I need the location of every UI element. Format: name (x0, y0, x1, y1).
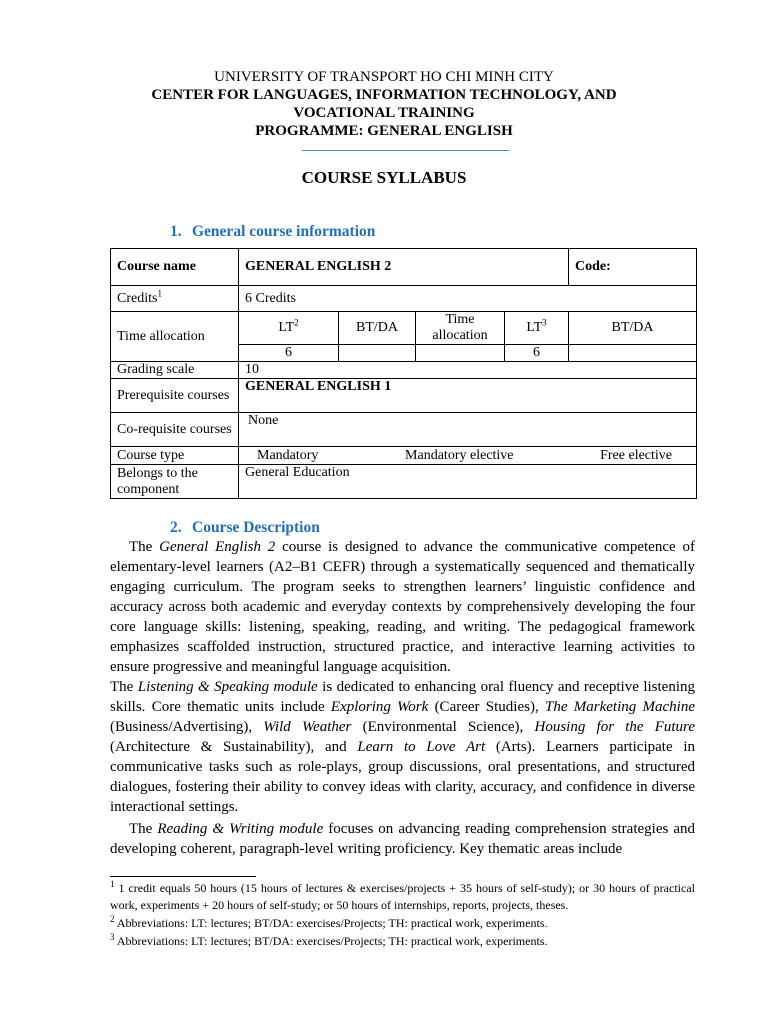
footnote-text: Abbreviations: LT: lectures; BT/DA: exercises/Projects; TH: practical work, experiments. (114, 934, 548, 948)
lt-header-2 (505, 312, 569, 345)
center-name-line2: VOCATIONAL TRAINING (293, 105, 475, 121)
lt-label-2: LT (526, 320, 543, 335)
lt-value-2: 6 (505, 345, 569, 362)
course-description (110, 537, 695, 859)
btda-value (339, 345, 416, 362)
btda-header: BT/DA (339, 312, 416, 345)
footnote-mark: 3 (110, 932, 115, 942)
footnote-1 (110, 880, 695, 914)
section-1-title: General course information (192, 223, 376, 240)
prerequisite-value: GENERAL ENGLISH 1 (239, 379, 697, 413)
course-info-table (110, 248, 697, 499)
document-header (0, 68, 768, 140)
text-run: The (110, 679, 138, 695)
module-name-italic: Reading & Writing module (157, 821, 324, 837)
footnote-text: Abbreviations: LT: lectures; BT/DA: exercises/Projects; TH: practical work, experiments. (114, 916, 548, 930)
unit-name-italic: Exploring Work (330, 699, 429, 715)
component-value: General Education (239, 465, 697, 499)
component-label: Belongs to the component (111, 465, 239, 499)
text-run: The (129, 821, 158, 837)
section-2-number: 2. (170, 519, 182, 536)
module-name-italic: Listening & Speaking module (137, 679, 318, 695)
table-row (111, 465, 697, 499)
btda-value-2 (569, 345, 697, 362)
footnote-mark: 2 (110, 914, 115, 924)
text-run: is dedicated to enhancing oral fluency and receptive listening skills. Core thematic units include (110, 679, 695, 715)
course-title-italic: General English 2 (159, 539, 276, 555)
description-paragraph-3 (110, 819, 695, 859)
footnote-ref-3: 3 (542, 317, 547, 328)
lt-label: LT (278, 320, 295, 335)
description-paragraph-1 (110, 537, 695, 677)
btda-header-2: BT/DA (569, 312, 697, 345)
course-type-mandatory-elective: Mandatory elective (405, 447, 514, 463)
section-1-number: 1. (170, 223, 182, 240)
text-run: (Career Studies), (428, 699, 545, 715)
text-run: course is designed to advance the communicative competence of elementary-level learners (A2–B1 CEFR) through a systematically sequenced and thematically engaging curriculum. The program seeks to strengthen learners’ linguistic confidence and accuracy across both academic and everyday contexts by comprehensively developing the four core language skills: listening, speaking, reading, and writing. The pedagogical framework emphasizes scaffolded instruction, structured practice, and interactive learning activities to ensure progressive and meaningful language acquisition. (110, 539, 695, 675)
time-allocation-value (416, 345, 505, 362)
grading-scale-value: 10 (239, 362, 697, 379)
lt-value: 6 (239, 345, 339, 362)
credits-label: Credits (117, 290, 158, 306)
corequisite-label: Co-requisite courses (111, 413, 239, 447)
course-type-mandatory: Mandatory (257, 447, 319, 463)
table-row (111, 249, 697, 286)
table-row (111, 413, 697, 447)
programme-name: PROGRAMME: GENERAL ENGLISH (255, 123, 513, 139)
header-divider (302, 150, 509, 151)
text-run: (Arts). Learners participate in communicative tasks such as role-plays, group discussions, oral presentations, and structured dialogues, fostering their ability to convey ideas with clarity, accuracy, and confidence in diverse interactional settings. (110, 739, 695, 815)
footnote-ref-1: 1 (157, 287, 162, 298)
unit-name-italic: Housing for the Future (534, 719, 695, 735)
center-name-line1: CENTER FOR LANGUAGES, INFORMATION TECHNOLOGY, AND (151, 87, 617, 103)
unit-name-italic: Wild Weather (263, 719, 352, 735)
table-row (111, 379, 697, 413)
footnote-text: 1 credit equals 50 hours (15 hours of lectures & exercises/projects + 35 hours of self-study); or 30 hours of practical work, experiments + 20 hours of self-study; or 50 hours of internships, reports, projects, theses. (110, 881, 695, 912)
code-label: Code: (569, 249, 697, 286)
table-row (111, 447, 697, 465)
university-name: UNIVERSITY OF TRANSPORT HO CHI MINH CITY (214, 69, 554, 85)
unit-name-italic: The Marketing Machine (545, 699, 696, 715)
footnote-ref-2: 2 (294, 317, 299, 328)
text-run: (Environmental Science), (351, 719, 535, 735)
section-2-heading (170, 519, 320, 537)
page-title: COURSE SYLLABUS (301, 168, 467, 187)
unit-name-italic: Learn to Love Art (357, 739, 486, 755)
table-row (111, 286, 697, 312)
course-type-free-elective: Free elective (600, 447, 673, 463)
time-allocation-label: Time allocation (111, 312, 239, 362)
footnotes (110, 880, 695, 950)
course-name-label: Course name (111, 249, 239, 286)
credits-label-cell (111, 286, 239, 312)
text-run: The (129, 539, 160, 555)
corequisite-value: None (239, 413, 697, 447)
text-run: (Business/Advertising), (110, 719, 264, 735)
time-allocation-header: Time allocation (416, 312, 505, 345)
footnote-separator (110, 876, 256, 877)
course-type-label: Course type (111, 447, 239, 465)
footnote-mark: 1 (110, 879, 115, 889)
table-row (111, 362, 697, 379)
course-name-value: GENERAL ENGLISH 2 (239, 249, 569, 286)
description-paragraph-2 (110, 677, 695, 817)
section-2-title: Course Description (192, 519, 320, 536)
text-run: (Architecture & Sustainability), and (110, 739, 358, 755)
section-1-heading (170, 223, 375, 241)
course-type-options (239, 447, 697, 465)
grading-scale-label: Grading scale (111, 362, 239, 379)
credits-value: 6 Credits (239, 286, 697, 312)
prerequisite-label: Prerequisite courses (111, 379, 239, 413)
footnote-3 (110, 933, 695, 950)
lt-header (239, 312, 339, 345)
text-run: focuses on advancing reading comprehension strategies and developing coherent, paragraph-level writing proficiency. Key thematic areas include (110, 821, 695, 857)
table-row (111, 312, 697, 345)
footnote-2 (110, 915, 695, 932)
